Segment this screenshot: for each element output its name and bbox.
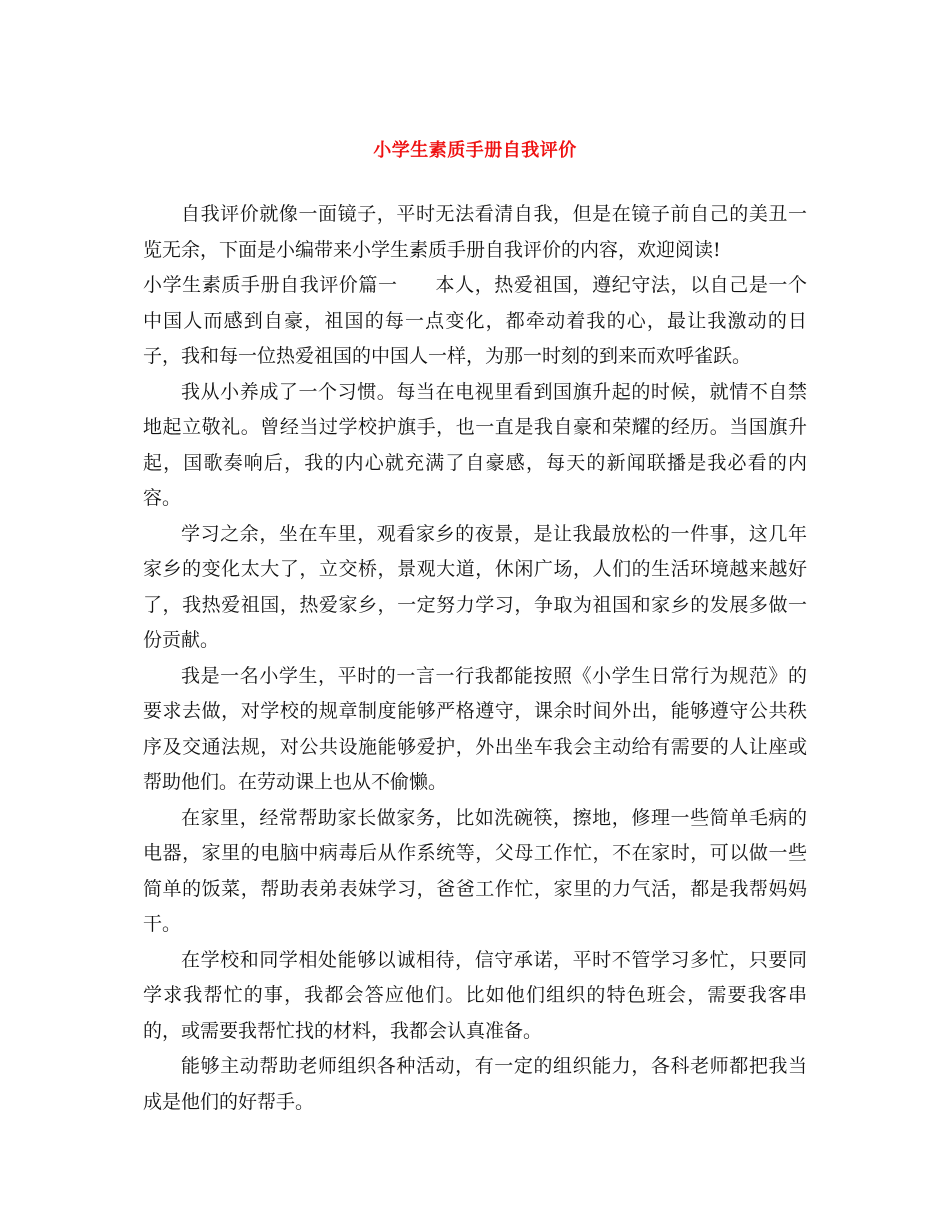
body-paragraph: 在学校和同学相处能够以诚相待，信守承诺，平时不管学习多忙，只要同学求我帮忙的事，我都会答应他们。比如他们组织的特色班会，需要我客串的，或需要我帮忙找的材料，我都会认真准备。 <box>143 948 807 1042</box>
intro-paragraph: 自我评价就像一面镜子，平时无法看清自我，但是在镜子前自己的美丑一览无余，下面是小编带来小学生素质手册自我评价的内容，欢迎阅读! <box>143 203 807 261</box>
document-body <box>143 197 807 1120</box>
body-paragraph: 我从小养成了一个习惯。每当在电视里看到国旗升起的时候，就情不自禁地起立敬礼。曾经当过学校护旗手，也一直是我自豪和荣耀的经历。当国旗升起，国歌奏响后，我的内心就充满了自豪感，每天的新闻联播是我必看的内容。 <box>143 380 807 509</box>
section-paragraph <box>143 268 807 375</box>
section-first-text: 本人，热爱祖国，遵纪守法，以自己是一个中国人而感到自豪，祖国的每一点变化，都牵动着我的心，最让我激动的日子，我和每一位热爱祖国的中国人一样，为那一时刻的到来而欢呼雀跃。 <box>143 274 807 367</box>
section-heading: 小学生素质手册自我评价篇一 <box>143 274 398 296</box>
body-paragraph: 学习之余，坐在车里，观看家乡的夜景，是让我最放松的一件事，这几年家乡的变化太大了，立交桥，景观大道，休闲广场，人们的生活环境越来越好了，我热爱祖国，热爱家乡，一定努力学习，争取为祖国和家乡的发展多做一份贡献。 <box>143 522 807 651</box>
body-paragraph: 我是一名小学生，平时的一言一行我都能按照《小学生日常行为规范》的要求去做，对学校的规章制度能够严格遵守，课余时间外出，能够遵守公共秩序及交通法规，对公共设施能够爱护，外出坐车我会主动给有需要的人让座或帮助他们。在劳动课上也从不偷懒。 <box>143 664 807 793</box>
body-paragraph: 能够主动帮助老师组织各种活动，有一定的组织能力，各科老师都把我当成是他们的好帮手。 <box>143 1055 807 1113</box>
document-title: 小学生素质手册自我评价 <box>373 140 577 161</box>
body-paragraph: 在家里，经常帮助家长做家务，比如洗碗筷，擦地，修理一些简单毛病的电器，家里的电脑中病毒后从作系统等，父母工作忙，不在家时，可以做一些简单的饭菜，帮助表弟表妹学习，爸爸工作忙，家里的力气活，都是我帮妈妈干。 <box>143 806 807 935</box>
